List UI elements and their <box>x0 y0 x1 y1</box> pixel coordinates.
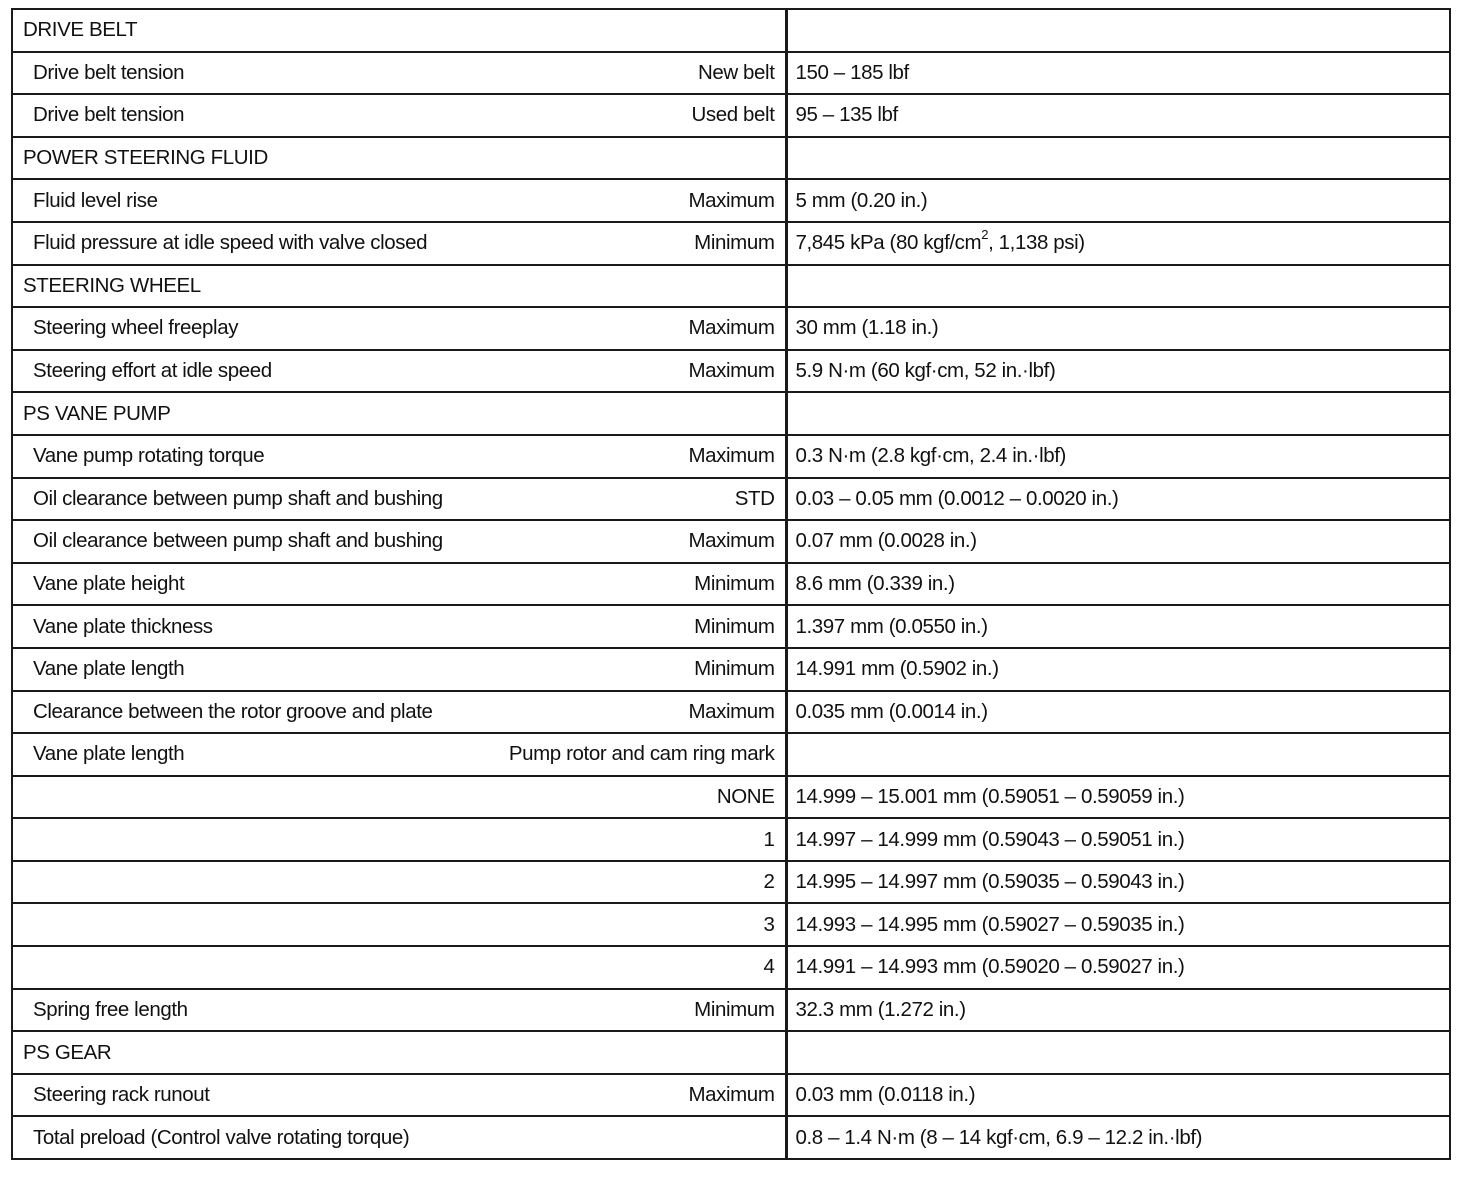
table-row <box>12 733 1450 776</box>
spec-value: 14.991 mm (0.5902 in.) <box>795 657 999 681</box>
value-cell <box>786 307 1450 350</box>
condition: Minimum <box>694 997 775 1021</box>
spec-value: 14.995 – 14.997 mm (0.59035 – 0.59043 in.) <box>795 870 1185 894</box>
item-name: Total preload (Control valve rotating torque) <box>33 1125 410 1149</box>
specification-table-body <box>12 9 1450 1159</box>
condition: Used belt <box>691 103 775 127</box>
spec-value: 32.3 mm (1.272 in.) <box>795 997 966 1021</box>
spec-value: 5.9 N·m (60 kgf·cm, 52 in.·lbf) <box>795 359 1056 383</box>
condition: Maximum <box>688 444 775 468</box>
spec-value: 0.07 mm (0.0028 in.) <box>795 529 977 553</box>
label-cell <box>12 733 786 776</box>
table-row <box>12 520 1450 563</box>
label-cell <box>12 818 786 861</box>
label-cell <box>12 307 786 350</box>
item-name: Fluid level rise <box>33 188 158 212</box>
value-cell <box>786 1116 1450 1159</box>
table-row <box>12 989 1450 1032</box>
table-row <box>12 563 1450 606</box>
condition: 3 <box>763 912 775 936</box>
condition: 1 <box>763 827 775 851</box>
item-name: Oil clearance between pump shaft and bushing <box>33 486 443 510</box>
table-row <box>12 903 1450 946</box>
table-row <box>12 861 1450 904</box>
table-row <box>12 94 1450 137</box>
condition: 2 <box>763 870 775 894</box>
label-cell <box>12 605 786 648</box>
label-cell <box>12 691 786 734</box>
condition: Minimum <box>694 657 775 681</box>
spec-value: 0.03 mm (0.0118 in.) <box>795 1083 976 1107</box>
value-cell <box>786 478 1450 521</box>
item-name: Clearance between the rotor groove and plate <box>33 699 433 723</box>
table-row <box>12 1074 1450 1117</box>
label-cell <box>12 1031 786 1074</box>
label-cell <box>12 179 786 222</box>
label-cell <box>12 9 786 52</box>
table-row <box>12 222 1450 265</box>
value-superscript: 2 <box>981 227 989 243</box>
value-cell <box>786 1074 1450 1117</box>
value-cell <box>786 520 1450 563</box>
section-title: PS VANE PUMP <box>23 401 171 425</box>
table-row <box>12 946 1450 989</box>
spec-value: 14.997 – 14.999 mm (0.59043 – 0.59051 in.) <box>795 827 1185 851</box>
spec-value: 0.8 – 1.4 N·m (8 – 14 kgf·cm, 6.9 – 12.2 in.·lbf) <box>795 1125 1203 1149</box>
condition: Minimum <box>694 614 775 638</box>
item-name: Fluid pressure at idle speed with valve closed <box>33 231 428 255</box>
table-row <box>12 478 1450 521</box>
condition: Maximum <box>688 1083 775 1107</box>
value-cell <box>786 52 1450 95</box>
section-title: STEERING WHEEL <box>23 273 201 297</box>
section-header-row <box>12 265 1450 308</box>
label-cell <box>12 392 786 435</box>
condition: Maximum <box>688 316 775 340</box>
condition: Pump rotor and cam ring mark <box>508 742 775 766</box>
section-title: POWER STEERING FLUID <box>23 146 268 170</box>
value-cell <box>786 1031 1450 1074</box>
section-title: DRIVE BELT <box>23 18 138 42</box>
label-cell <box>12 520 786 563</box>
value-cell <box>786 265 1450 308</box>
label-cell <box>12 94 786 137</box>
value-part: 7,845 kPa (80 kgf/cm <box>795 231 982 255</box>
value-cell <box>786 435 1450 478</box>
label-cell <box>12 1116 786 1159</box>
spec-value: 95 – 135 lbf <box>795 103 898 127</box>
item-name: Steering rack runout <box>33 1083 210 1107</box>
table-row <box>12 350 1450 393</box>
condition: New belt <box>697 60 775 84</box>
item-name: Steering effort at idle speed <box>33 359 272 383</box>
spec-value: 14.991 – 14.993 mm (0.59020 – 0.59027 in.) <box>795 955 1185 979</box>
value-cell <box>786 776 1450 819</box>
label-cell <box>12 350 786 393</box>
value-cell <box>786 903 1450 946</box>
value-cell <box>786 818 1450 861</box>
spec-value: 8.6 mm (0.339 in.) <box>795 572 955 596</box>
section-header-row <box>12 9 1450 52</box>
value-cell <box>786 861 1450 904</box>
item-name: Vane pump rotating torque <box>33 444 265 468</box>
condition: NONE <box>716 784 775 808</box>
spec-value: 5 mm (0.20 in.) <box>795 188 928 212</box>
section-header-row <box>12 1031 1450 1074</box>
label-cell <box>12 946 786 989</box>
condition: 4 <box>763 955 775 979</box>
table-row <box>12 52 1450 95</box>
value-cell <box>786 9 1450 52</box>
label-cell <box>12 989 786 1032</box>
label-cell <box>12 776 786 819</box>
label-cell <box>12 265 786 308</box>
value-cell <box>786 946 1450 989</box>
table-row <box>12 776 1450 819</box>
label-cell <box>12 137 786 180</box>
value-cell <box>786 137 1450 180</box>
label-cell <box>12 563 786 606</box>
condition: Minimum <box>694 231 775 255</box>
spec-value: 0.3 N·m (2.8 kgf·cm, 2.4 in.·lbf) <box>795 444 1066 468</box>
item-name: Vane plate length <box>33 742 185 766</box>
item-name: Oil clearance between pump shaft and bushing <box>33 529 443 553</box>
value-part: , 1,138 psi) <box>988 231 1085 255</box>
value-cell <box>786 648 1450 691</box>
table-row <box>12 179 1450 222</box>
item-name: Steering wheel freeplay <box>33 316 239 340</box>
label-cell <box>12 648 786 691</box>
label-cell <box>12 222 786 265</box>
condition: Maximum <box>688 188 775 212</box>
spec-value: 14.999 – 15.001 mm (0.59051 – 0.59059 in.) <box>795 784 1185 808</box>
table-row <box>12 435 1450 478</box>
label-cell <box>12 861 786 904</box>
condition: Maximum <box>688 359 775 383</box>
item-name: Spring free length <box>33 997 188 1021</box>
value-cell <box>786 392 1450 435</box>
value-cell <box>786 563 1450 606</box>
value-cell <box>786 733 1450 776</box>
value-cell <box>786 691 1450 734</box>
item-name: Vane plate height <box>33 572 185 596</box>
table-row <box>12 307 1450 350</box>
value-cell <box>786 350 1450 393</box>
section-header-row <box>12 137 1450 180</box>
item-name: Vane plate thickness <box>33 614 213 638</box>
value-cell <box>786 179 1450 222</box>
spec-value: 30 mm (1.18 in.) <box>795 316 939 340</box>
label-cell <box>12 1074 786 1117</box>
condition: Maximum <box>688 699 775 723</box>
table-row <box>12 691 1450 734</box>
table-row <box>12 648 1450 691</box>
value-cell <box>786 94 1450 137</box>
spec-value: 1.397 mm (0.0550 in.) <box>795 614 988 638</box>
table-row <box>12 605 1450 648</box>
specification-table <box>11 8 1451 1160</box>
spec-value: 14.993 – 14.995 mm (0.59027 – 0.59035 in.) <box>795 912 1185 936</box>
item-name: Drive belt tension <box>33 103 185 127</box>
label-cell <box>12 903 786 946</box>
spec-value: 150 – 185 lbf <box>795 60 909 84</box>
section-title: PS GEAR <box>23 1040 112 1064</box>
condition: Minimum <box>694 572 775 596</box>
spec-value: 0.03 – 0.05 mm (0.0012 – 0.0020 in.) <box>795 486 1119 510</box>
spec-value: 0.035 mm (0.0014 in.) <box>795 699 988 723</box>
label-cell <box>12 52 786 95</box>
label-cell <box>12 435 786 478</box>
section-header-row <box>12 392 1450 435</box>
condition: STD <box>734 486 775 510</box>
table-row <box>12 1116 1450 1159</box>
item-name: Drive belt tension <box>33 60 185 84</box>
label-cell <box>12 478 786 521</box>
value-cell <box>786 605 1450 648</box>
value-cell <box>786 222 1450 265</box>
condition: Maximum <box>688 529 775 553</box>
table-row <box>12 818 1450 861</box>
item-name: Vane plate length <box>33 657 185 681</box>
value-cell <box>786 989 1450 1032</box>
